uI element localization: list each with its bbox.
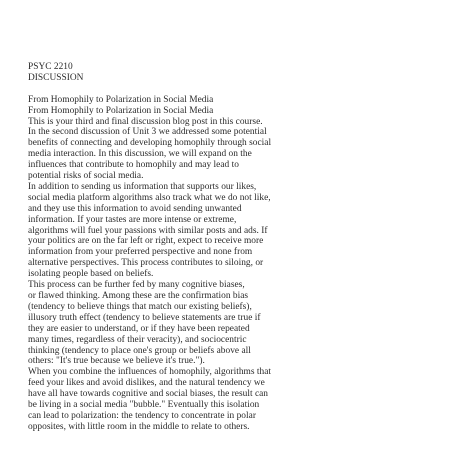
- body-line: This process can be further fed by many cognitive biases,: [28, 280, 245, 291]
- body-line: others: "It's true because we believe it's true.").: [28, 356, 205, 367]
- body-line: influences that contribute to homophily and may lead to: [28, 160, 239, 171]
- section-label: DISCUSSION: [28, 72, 84, 83]
- body-line: isolating people based on beliefs.: [28, 269, 154, 280]
- course-code: PSYC 2210: [28, 62, 73, 72]
- document-body: [28, 62, 448, 433]
- body-line: information from your preferred perspective and none from: [28, 247, 253, 258]
- body-line: algorithms will fuel your passions with similar posts and ads. If: [28, 225, 268, 236]
- body-line: In the second discussion of Unit 3 we addressed some potential: [28, 127, 267, 138]
- body-line: thinking (tendency to place one's group or beliefs above all: [28, 345, 251, 356]
- title-line-2: From Homophily to Polarization in Social Media: [28, 105, 214, 116]
- blank-line: [28, 84, 448, 95]
- body-line: they are easier to understand, or if they have been repeated: [28, 323, 250, 334]
- body-line: can lead to polarization: the tendency to concentrate in polar: [28, 410, 256, 421]
- body-line: When you combine the influences of homophily, algorithms that: [28, 367, 272, 378]
- body-line: be living in a social media "bubble." Eventually this isolation: [28, 400, 260, 411]
- body-line: This is your third and final discussion blog post in this course.: [28, 116, 263, 127]
- body-line: potential risks of social media.: [28, 171, 144, 182]
- body-line: (tendency to believe things that match our existing beliefs),: [28, 301, 252, 312]
- body-line: and they use this information to avoid sending unwanted: [28, 203, 242, 214]
- body-line: your politics are on the far left or right, expect to receive more: [28, 236, 264, 247]
- body-line: media interaction. In this discussion, we will expand on the: [28, 149, 252, 160]
- body-line: social media platform algorithms also track what we do not like,: [28, 192, 271, 203]
- body-line: feed your likes and avoid dislikes, and the natural tendency we: [28, 378, 265, 389]
- body-line: opposites, with little room in the middle to relate to others.: [28, 421, 250, 432]
- body-line: alternative perspectives. This process contributes to siloing, or: [28, 258, 264, 269]
- body-line: or flawed thinking. Among these are the confirmation bias: [28, 291, 249, 302]
- title-line-1: From Homophily to Polarization in Social Media: [28, 94, 214, 105]
- body-line: In addition to sending us information that supports our likes,: [28, 181, 257, 192]
- body-line: have all have towards cognitive and social biases, the result can: [28, 389, 269, 400]
- body-line: benefits of connecting and developing homophily through social: [28, 138, 272, 149]
- body-line: many times, regardless of their veracity), and sociocentric: [28, 334, 247, 345]
- body-line: information. If your tastes are more intense or extreme,: [28, 214, 237, 225]
- body-line: illusory truth effect (tendency to believe statements are true if: [28, 312, 261, 323]
